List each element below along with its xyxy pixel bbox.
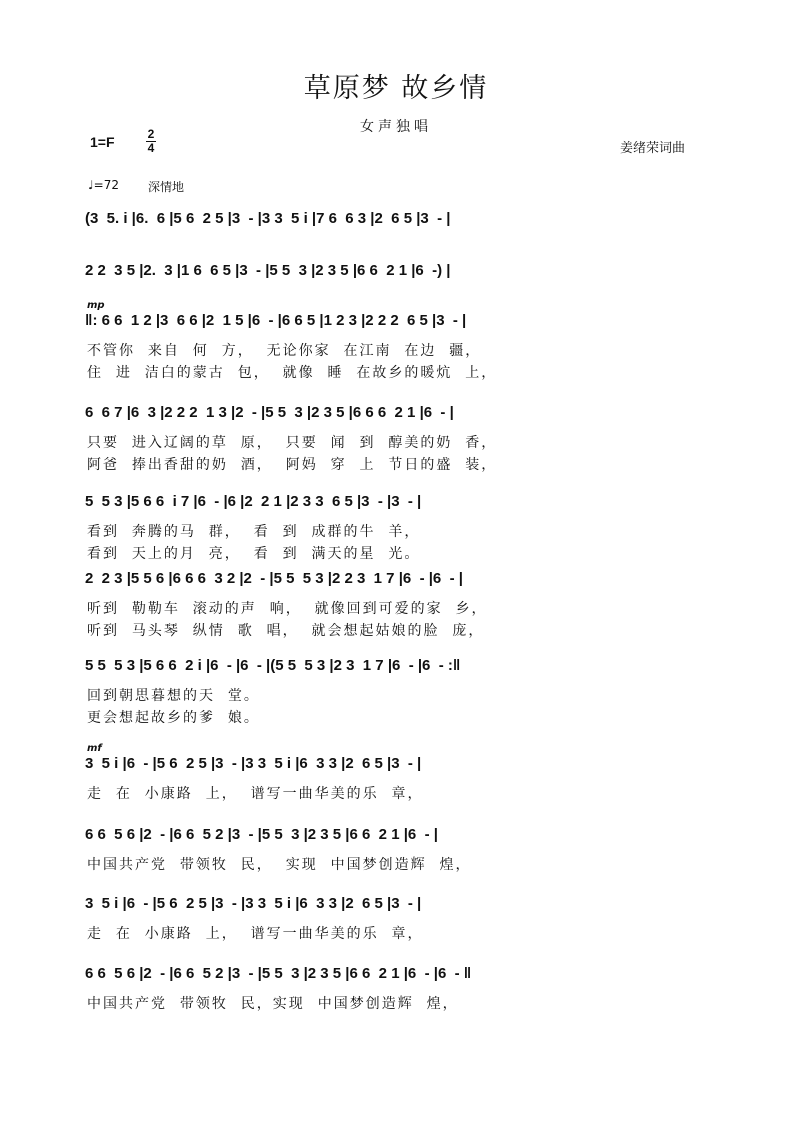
lyric-line: 中国共产党 带领牧 民， 实现 中国梦创造辉 煌， <box>87 857 472 873</box>
notation-line: 3 5 i |6 - |5 6 2 5 |3 - |3 3 5 i |6 3 3 |2 6 5 |3 - | <box>85 895 422 912</box>
lyric-line: 看到 奔腾的马 群， 看 到 成群的牛 羊， <box>87 524 421 540</box>
notation-line: ‖: 6 6 1 2 |3 6 6 |2 1 5 |6 - |6 6 5 |1 2 3 |2 2 2 6 5 |3 - | <box>85 312 467 329</box>
lyric-line: 走 在 小康路 上， 谱写一曲华美的乐 章， <box>87 926 424 942</box>
notation-line: 3 5 i |6 - |5 6 2 5 |3 - |3 3 5 i |6 3 3 |2 6 5 |3 - | <box>85 755 422 772</box>
lyric-line: 听到 勒勒车 滚动的声 响， 就像回到可爱的家 乡， <box>87 601 488 617</box>
composer: 姜绪荣词曲 <box>620 141 686 156</box>
dynamic-mark: mf <box>87 743 102 754</box>
lyric-line: 回到朝思暮想的天 堂。 <box>87 688 260 704</box>
notation-line: 6 6 7 |6 3 |2 2 2 1 3 |2 - |5 5 3 |2 3 5 |6 6 6 2 1 |6 - | <box>85 404 454 421</box>
expression-mark: 深情地 <box>148 180 185 194</box>
notation-line: 2 2 3 5 |2. 3 |1 6 6 5 |3 - |5 5 3 |2 3 5 |6 6 2 1 |6 -) | <box>85 262 451 279</box>
page-title: 草原梦 故乡情 <box>303 73 489 104</box>
notation-line: 6 6 5 6 |2 - |6 6 5 2 |3 - |5 5 3 |2 3 5 |6 6 2 1 |6 - |6 - ‖ <box>85 965 472 982</box>
subtitle: 女声独唱 <box>360 119 432 135</box>
notation-line: 5 5 5 3 |5 6 6 2 i |6 - |6 - |(5 5 5 3 |2 3 1 7 |6 - |6 - :‖ <box>85 657 461 674</box>
key-signature: 1=F <box>90 134 115 150</box>
dynamic-mark: mp <box>87 300 105 311</box>
notation-line: 6 6 5 6 |2 - |6 6 5 2 |3 - |5 5 3 |2 3 5 |6 6 2 1 |6 - | <box>85 826 438 843</box>
lyric-line: 只要 进入辽阔的草 原， 只要 闻 到 醇美的奶 香， <box>87 435 498 451</box>
notation-line: 5 5 3 |5 6 6 i 7 |6 - |6 |2 2 1 |2 3 3 6 5 |3 - |3 - | <box>85 493 422 510</box>
notation-line: 2 2 3 |5 5 6 |6 6 6 3 2 |2 - |5 5 5 3 |2 2 3 1 7 |6 - |6 - | <box>85 570 463 587</box>
lyric-line: 走 在 小康路 上， 谱写一曲华美的乐 章， <box>87 786 424 802</box>
lyric-line: 不管你 来自 何 方， 无论你家 在江南 在边 疆， <box>87 343 482 359</box>
time-signature-bottom: 4 <box>147 141 155 155</box>
lyric-line: 住 进 洁白的蒙古 包， 就像 睡 在故乡的暖炕 上， <box>87 365 498 381</box>
tempo-mark: ♩=72 <box>88 178 119 192</box>
time-signature-top: 2 <box>147 127 155 141</box>
lyric-line: 阿爸 捧出香甜的奶 酒， 阿妈 穿 上 节日的盛 装， <box>87 457 498 473</box>
lyric-line: 听到 马头琴 纵情 歌 唱， 就会想起姑娘的脸 庞， <box>87 623 485 639</box>
lyric-line: 看到 天上的月 亮， 看 到 满天的星 光。 <box>87 546 421 562</box>
lyric-line: 中国共产党 带领牧 民，实现 中国梦创造辉 煌， <box>87 996 459 1012</box>
lyric-line: 更会想起故乡的爹 娘。 <box>87 710 260 726</box>
notation-line: (3 5. i |6. 6 |5 6 2 5 |3 - |3 3 5 i |7 6 6 3 |2 6 5 |3 - | <box>85 210 451 227</box>
